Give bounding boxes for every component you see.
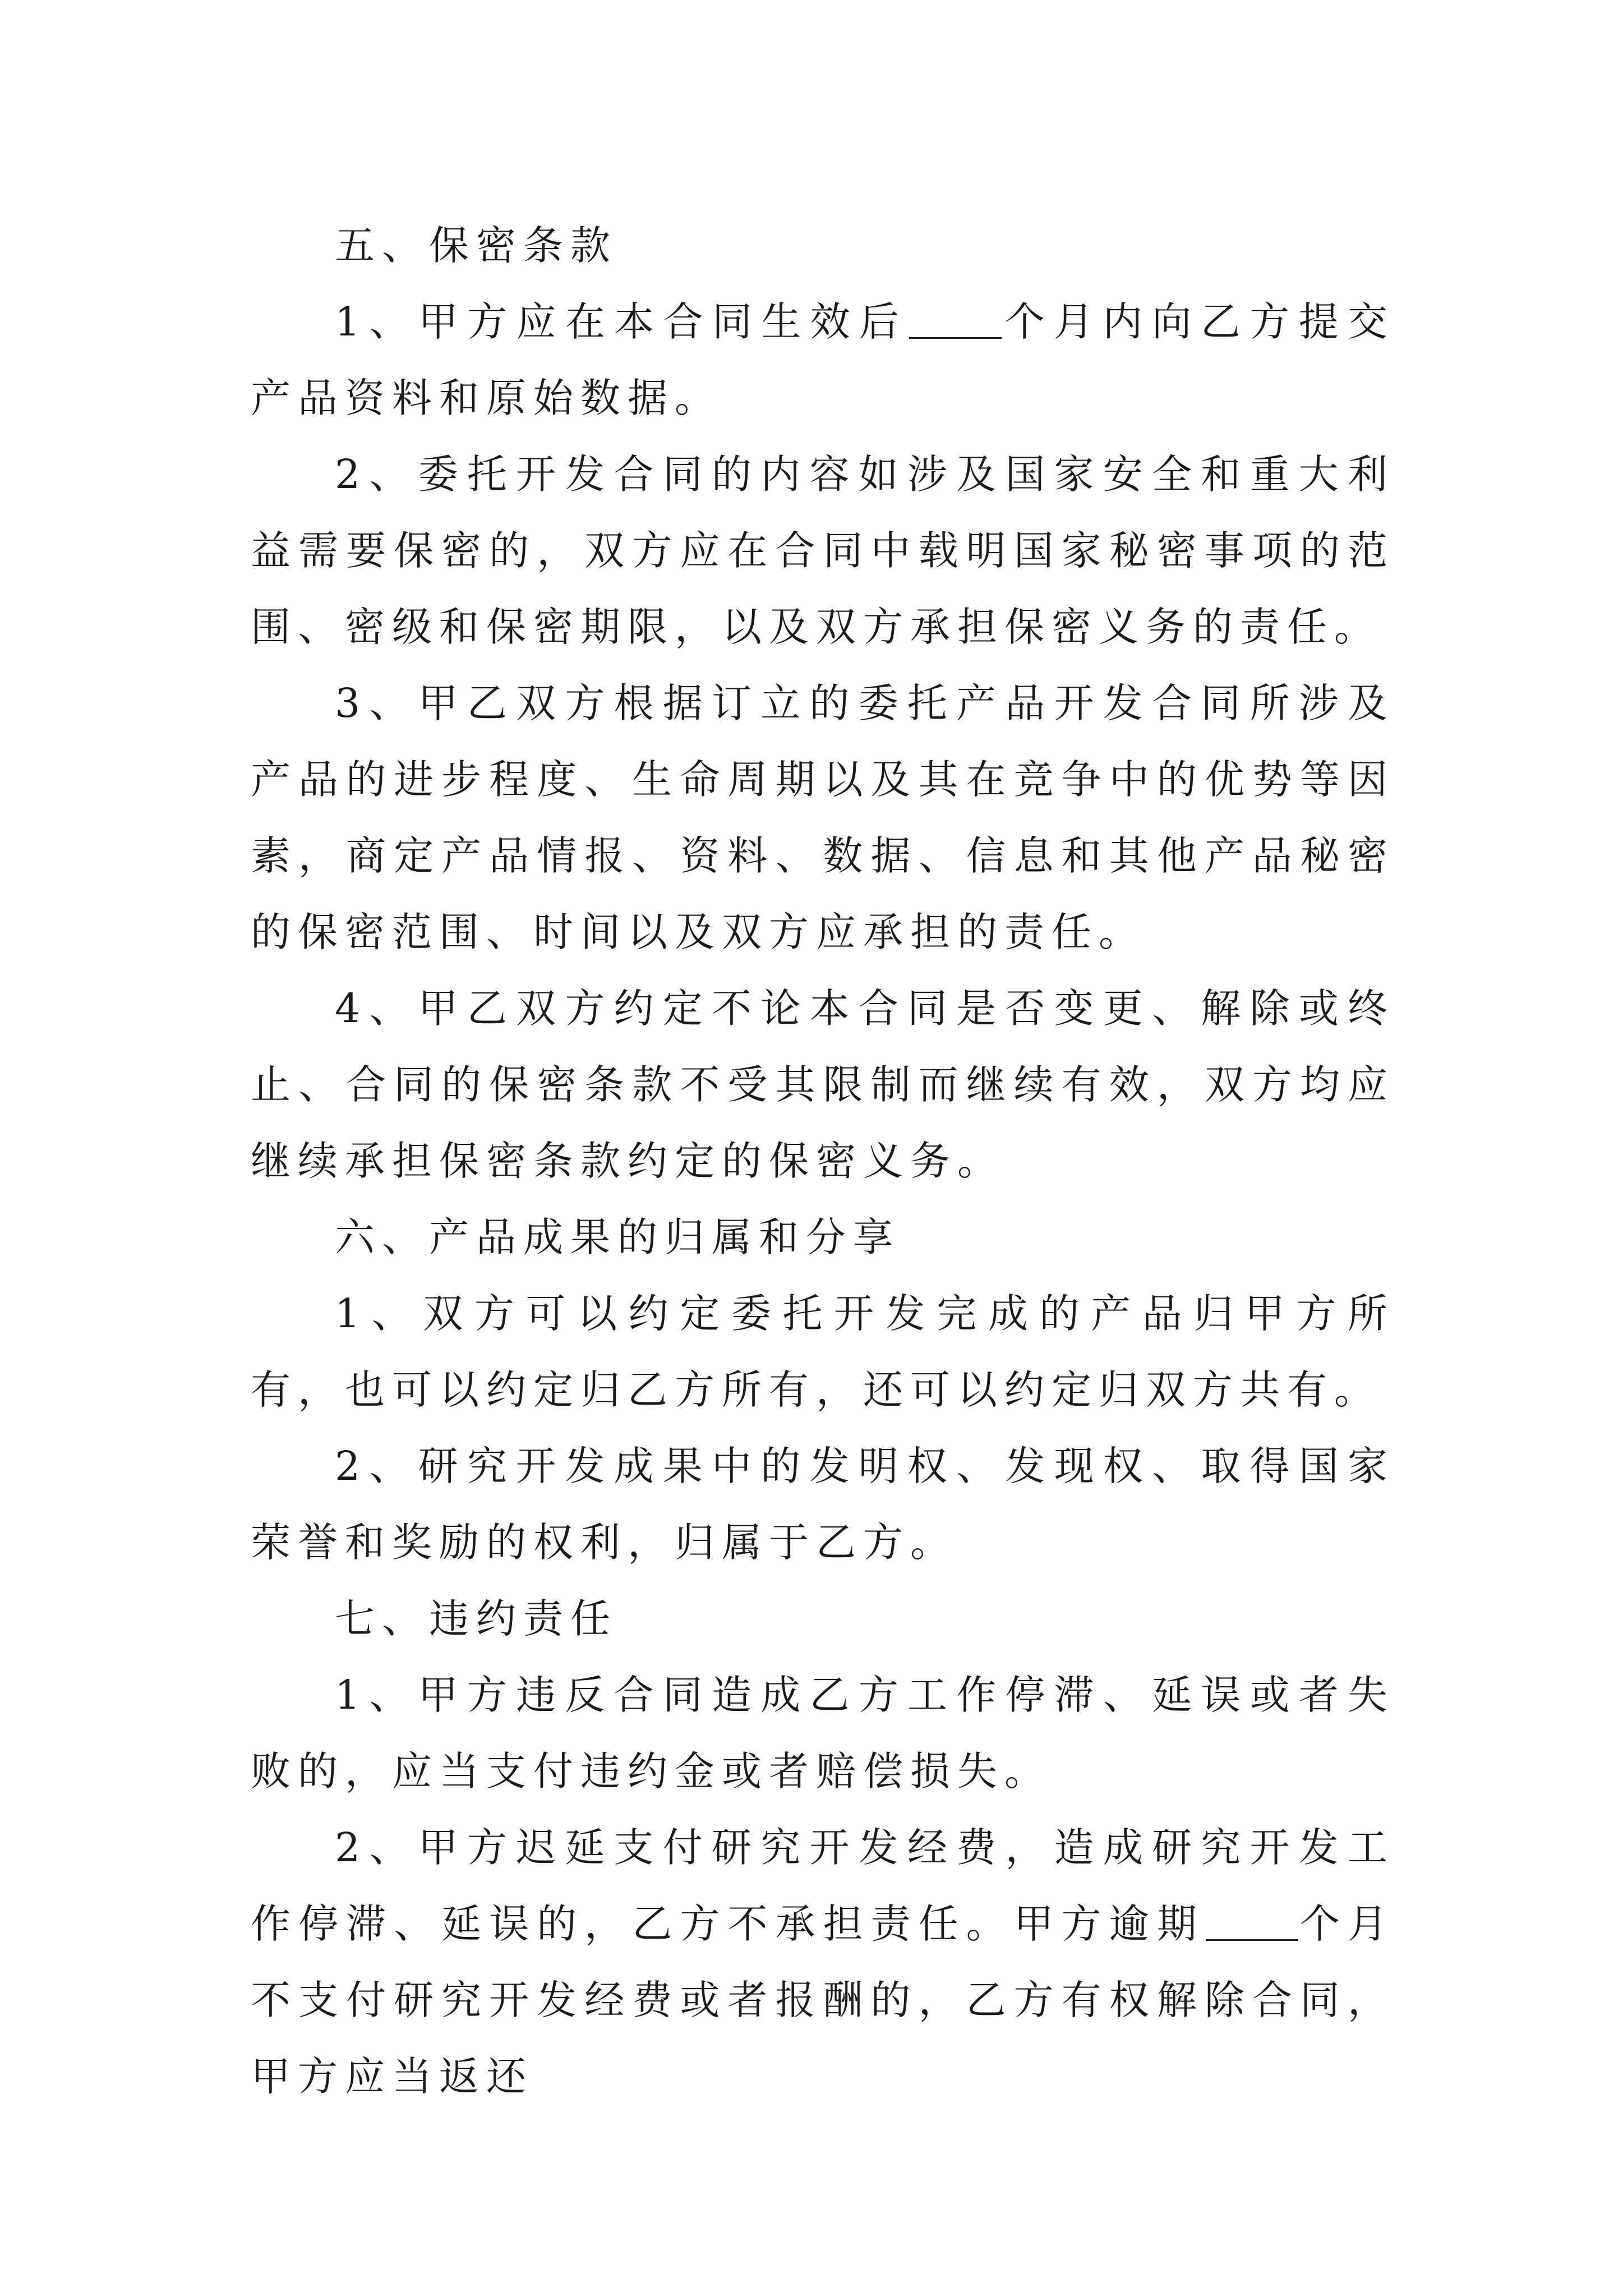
- fill-in-blank: [1206, 1900, 1298, 1941]
- fill-in-blank: [909, 298, 1002, 339]
- section-7-clause-2: [251, 1810, 1395, 2115]
- section-5-title: 五、保密条款: [335, 222, 618, 269]
- section-6-clause-2: 2、研究开发成果中的发明权、发现权、取得国家荣誉和奖励的权利，归属于乙方。: [251, 1443, 1395, 1566]
- section-5-clause-1: [251, 284, 1395, 436]
- section-6-clause-1: 1、双方可以约定委托开发完成的产品归甲方所有，也可以约定归乙方所有，还可以约定归双方共有。: [251, 1290, 1395, 1413]
- section-7-title: 七、违约责任: [335, 1595, 618, 1642]
- clause-text: 1、甲方应在本合同生效后: [335, 298, 909, 345]
- section-7-clause-1: 1、甲方违反合同造成乙方工作停滞、延误或者失败的，应当支付违约金或者赔偿损失。: [251, 1672, 1395, 1795]
- clause-text: 个月不支付研究开发经费或者报酬的，乙方有权解除合同，甲方应当返还: [251, 1901, 1395, 2100]
- document-body: [251, 208, 1395, 2115]
- section-5-clause-2: 2、委托开发合同的内容如涉及国家安全和重大利益需要保密的，双方应在合同中载明国家秘密事项的范围、密级和保密期限，以及双方承担保密义务的责任。: [251, 451, 1395, 650]
- clause-text: 个月内向乙方提交产品资料和原始数据。: [251, 298, 1395, 421]
- section-5-clause-3: 3、甲乙双方根据订立的委托产品开发合同所涉及产品的进步程度、生命周期以及其在竞争中的优势等因素，商定产品情报、资料、数据、信息和其他产品秘密的保密范围、时间以及双方应承担的责任。: [251, 680, 1395, 955]
- section-6-title: 六、产品成果的归属和分享: [335, 1214, 901, 1260]
- clause-text: 2、甲方迟延支付研究开发经费，造成研究开发工作停滞、延误的，乙方不承担责任。甲方逾期: [251, 1824, 1395, 1947]
- section-5-clause-4: 4、甲乙双方约定不论本合同是否变更、解除或终止、合同的保密条款不受其限制而继续有效，双方均应继续承担保密条款约定的保密义务。: [251, 985, 1395, 1184]
